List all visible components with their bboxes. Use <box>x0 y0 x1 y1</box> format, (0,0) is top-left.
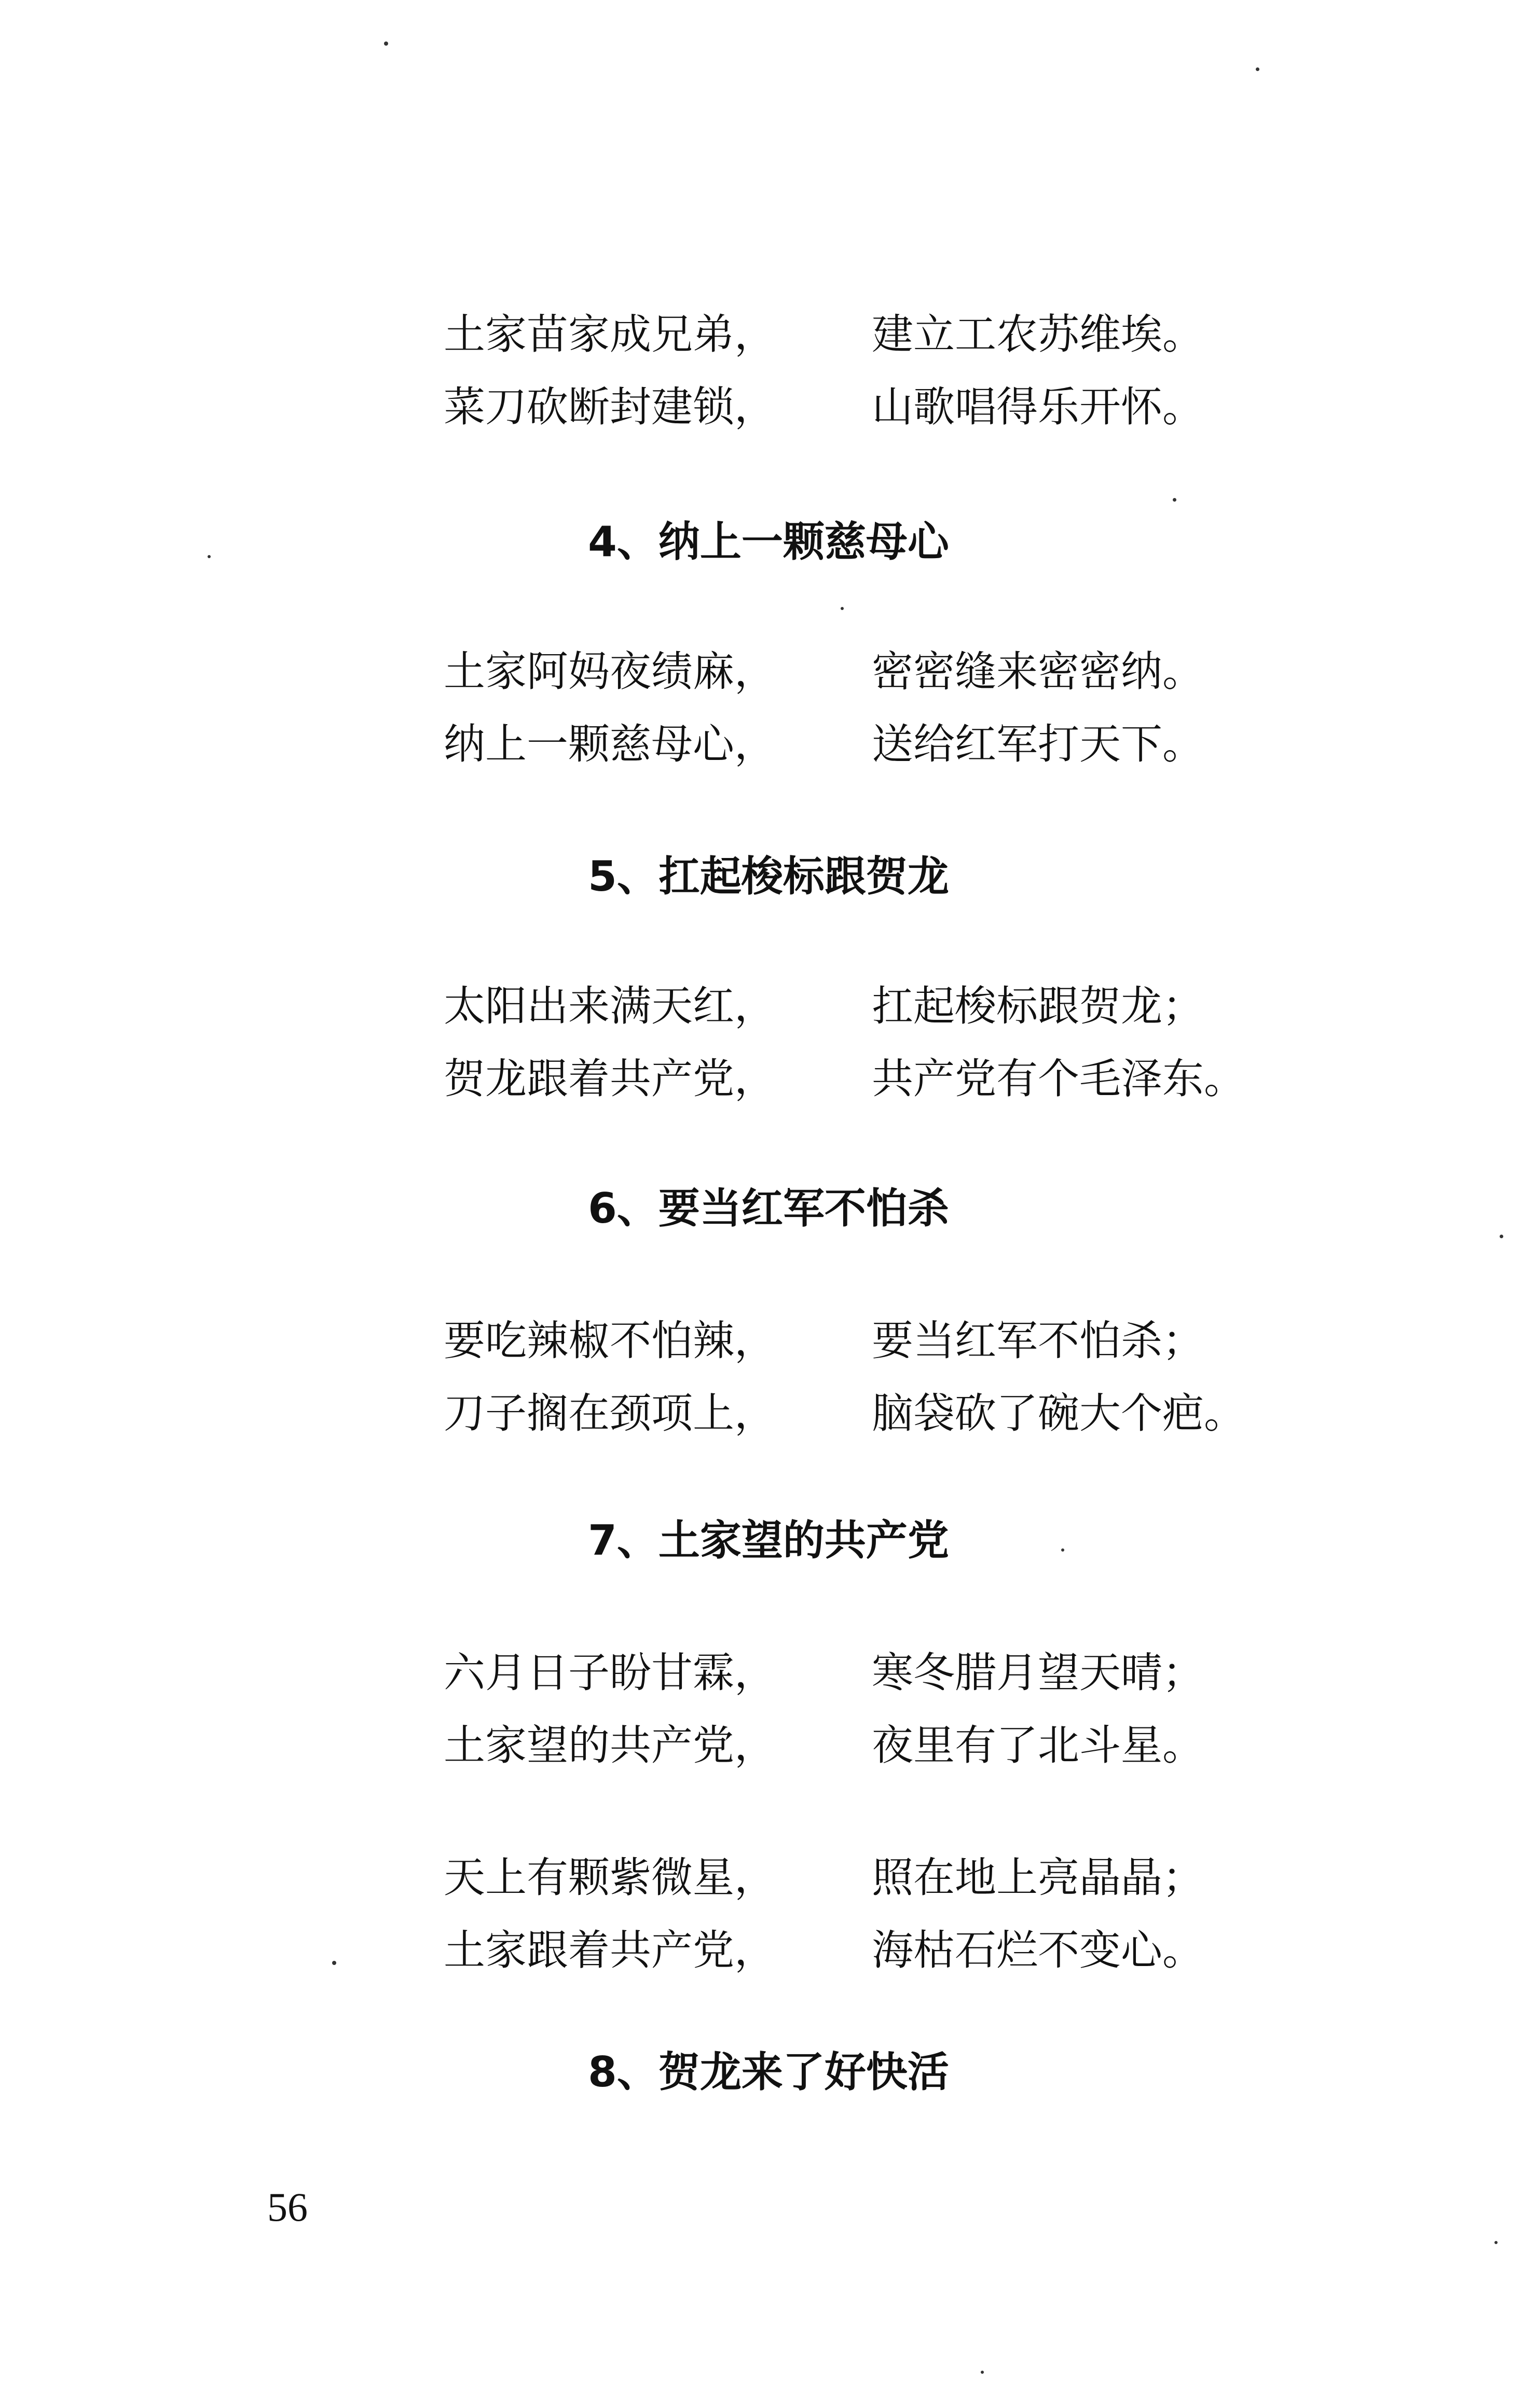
verse-line: 要当红军不怕杀； <box>872 1317 1204 1365</box>
verse-line: 纳上一颗慈母心， <box>444 720 776 768</box>
scan-speck <box>332 1961 336 1965</box>
section-heading: 6、要当红军不怕杀 <box>588 1184 949 1233</box>
verse-line: 照在地上亮晶晶； <box>872 1853 1204 1902</box>
verse-line: 菜刀砍断封建锁， <box>444 383 776 431</box>
page-number: 56 <box>267 2184 308 2230</box>
verse-line: 刀子搁在颈项上， <box>444 1389 776 1437</box>
scan-speck <box>841 607 844 610</box>
scan-speck <box>1256 67 1259 71</box>
section-heading: 8、贺龙来了好快活 <box>588 2048 949 2096</box>
scan-speck <box>1173 498 1176 502</box>
verse-line: 六月日子盼甘霖， <box>444 1649 776 1697</box>
verse-line: 扛起梭标跟贺龙； <box>872 982 1204 1030</box>
verse-line: 土家苗家成兄弟， <box>444 310 776 358</box>
scan-speck <box>208 555 211 558</box>
verse-line: 土家阿妈夜绩麻， <box>444 647 776 696</box>
scan-speck <box>1061 1548 1064 1552</box>
verse-line: 送给红军打天下。 <box>872 720 1204 768</box>
scan-speck <box>981 2371 984 2374</box>
verse-line: 山歌唱得乐开怀。 <box>872 383 1204 431</box>
verse-line: 土家望的共产党， <box>444 1721 776 1769</box>
verse-line: 脑袋砍了碗大个疤。 <box>872 1389 1245 1437</box>
verse-line: 贺龙跟着共产党， <box>444 1055 776 1103</box>
verse-line: 土家跟着共产党， <box>444 1926 776 1974</box>
verse-line: 太阳出来满天红， <box>444 982 776 1030</box>
verse-line: 海枯石烂不变心。 <box>872 1926 1204 1974</box>
verse-line: 密密缝来密密纳。 <box>872 647 1204 696</box>
section-heading: 4、纳上一颗慈母心 <box>588 518 949 566</box>
verse-line: 夜里有了北斗星。 <box>872 1721 1204 1769</box>
verse-line: 共产党有个毛泽东。 <box>872 1055 1245 1103</box>
verse-line: 天上有颗紫微星， <box>444 1853 776 1902</box>
scan-speck <box>1500 1235 1503 1238</box>
verse-line: 要吃辣椒不怕辣， <box>444 1317 776 1365</box>
section-heading: 5、扛起梭标跟贺龙 <box>588 852 949 901</box>
scan-speck <box>1494 2241 1498 2244</box>
scan-speck <box>384 41 388 46</box>
verse-line: 寒冬腊月望天晴； <box>872 1649 1204 1697</box>
verse-line: 建立工农苏维埃。 <box>872 310 1204 358</box>
section-heading: 7、土家望的共产党 <box>588 1516 949 1565</box>
